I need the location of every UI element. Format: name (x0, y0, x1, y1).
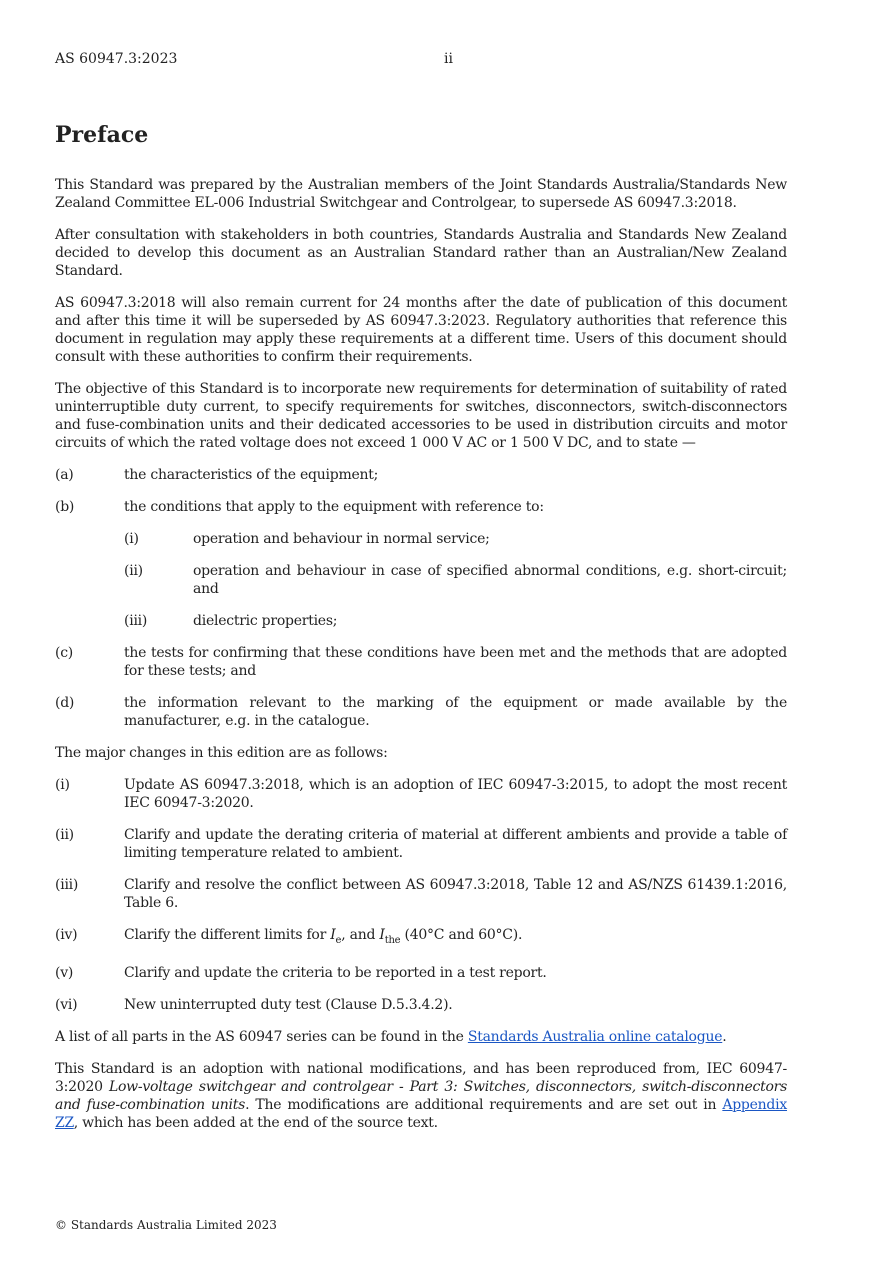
change-item (55, 996, 787, 1014)
adoption-text-mid: . The modifications are additional requirements and are set out in (245, 1096, 723, 1113)
current-symbol-ithe: I (379, 927, 385, 943)
list-item-text: the characteristics of the equipment; (124, 467, 379, 483)
list-item-label: (c) (55, 645, 74, 661)
change-item-label: (ii) (55, 827, 74, 843)
list-item-text: the conditions that apply to the equipment with reference to: (124, 499, 544, 515)
sub-list-item (55, 562, 787, 598)
paragraph-currency: AS 60947.3:2018 will also remain current for 24 months after the date of publication of this document and after this time it will be superseded by AS 60947.3:2023. Regulatory authorities that reference this document in regulation may apply these requirements at a different time. Users of this document should consult with these authorities to confirm their requirements. (55, 295, 787, 365)
source-standard-title: Low-voltage switchgear and controlgear - Part 3: Switches, disconnectors, switch-disconnectors and fuse-combination units (55, 1078, 788, 1113)
change-item (55, 826, 787, 862)
current-symbol-ie: I (330, 927, 336, 943)
change-item (55, 876, 787, 912)
sub-list-item-label: (iii) (124, 613, 148, 629)
list-item (55, 694, 787, 730)
header-doc-id: AS 60947.3:2023 (55, 51, 178, 67)
copyright-footer: © Standards Australia Limited 2023 (55, 1218, 277, 1232)
sub-list-item (55, 612, 787, 630)
appendix-zz-link[interactable]: Appendix ZZ (55, 1096, 788, 1131)
change-item-text: New uninterrupted duty test (Clause D.5.3.4.2). (124, 996, 453, 1013)
online-catalogue-link[interactable]: Standards Australia online catalogue (467, 1028, 723, 1045)
list-item-label: (a) (55, 467, 74, 483)
paragraph-objective: The objective of this Standard is to incorporate new requirements for determination of suitability of rated uninterruptible duty current, to specify requirements for switches, disconnectors, switch-disconnectors and fuse-combination units and their dedicated accessories to be used in distribution circuits and motor circuits of which the rated voltage does not exceed 1 000 V AC or 1 500 V DC, and to state — (55, 381, 787, 451)
page-title: Preface (55, 122, 149, 148)
list-item-label: (d) (55, 695, 75, 711)
sub-list-item-text: operation and behaviour in normal service; (193, 531, 490, 547)
change-text-mid: , and (341, 927, 380, 943)
change-item-text: Clarify and update the derating criteria of material at different ambients and provide a table of limiting temperature related to ambient. (124, 827, 787, 861)
change-item-label: (iv) (55, 927, 78, 943)
current-subscript-e: e (335, 934, 342, 946)
paragraph-adoption (55, 1060, 787, 1132)
list-item (55, 644, 787, 680)
change-item-text: Clarify and update the criteria to be reported in a test report. (124, 964, 547, 981)
paragraph-series (55, 1028, 787, 1046)
change-item (55, 776, 787, 812)
header-page-number: ii (444, 51, 453, 67)
adoption-text-post: , which has been added at the end of the source text. (73, 1114, 438, 1131)
sub-list-item-label: (i) (124, 531, 139, 547)
series-text-pre: A list of all parts in the AS 60947 series can be found in the (55, 1028, 468, 1045)
change-text-pre: Clarify the different limits for (124, 927, 331, 943)
sub-list-item-text: dielectric properties; (193, 613, 338, 629)
change-item-label: (vi) (55, 996, 78, 1013)
change-item-label: (iii) (55, 877, 79, 893)
changes-intro: The major changes in this edition are as follows: (55, 745, 388, 761)
preface-body (55, 176, 787, 1146)
series-text-post: . (722, 1028, 727, 1045)
list-item (55, 466, 787, 484)
list-item (55, 498, 787, 516)
sub-list-item-label: (ii) (124, 563, 143, 579)
change-item-text (124, 927, 523, 946)
change-item-text: Clarify and resolve the conflict between AS 60947.3:2018, Table 12 and AS/NZS 61439.1:2016, Table 6. (124, 877, 787, 911)
change-item (55, 926, 787, 950)
sub-list-item-text: operation and behaviour in case of specified abnormal conditions, e.g. short-circuit; and (193, 563, 787, 597)
change-item (55, 964, 787, 982)
list-item-label: (b) (55, 499, 75, 515)
change-item-label: (i) (55, 777, 70, 793)
change-item-label: (v) (55, 964, 74, 981)
paragraph-committee: This Standard was prepared by the Australian members of the Joint Standards Australia/Standards New Zealand Committee EL-006 Industrial Switchgear and Controlgear, to supersede AS 60947.3:2018. (55, 177, 787, 211)
adoption-text-pre: This Standard is an adoption with national modifications, and has been reproduced from, IEC 60947-3:2020 (55, 1060, 787, 1095)
list-item-text: the tests for confirming that these conditions have been met and the methods that are adopted for these tests; and (124, 645, 787, 679)
current-subscript-the: the (384, 934, 401, 946)
paragraph-consultation: After consultation with stakeholders in both countries, Standards Australia and Standards New Zealand decided to develop this document as an Australian Standard rather than an Australian/New Zealand Standard. (55, 227, 787, 279)
list-item-text: the information relevant to the marking of the equipment or made available by the manufacturer, e.g. in the catalogue. (124, 695, 787, 729)
sub-list-item (55, 530, 787, 548)
change-text-post: (40°C and 60°C). (400, 927, 523, 943)
change-item-text: Update AS 60947.3:2018, which is an adoption of IEC 60947-3:2015, to adopt the most recent IEC 60947-3:2020. (124, 777, 787, 811)
